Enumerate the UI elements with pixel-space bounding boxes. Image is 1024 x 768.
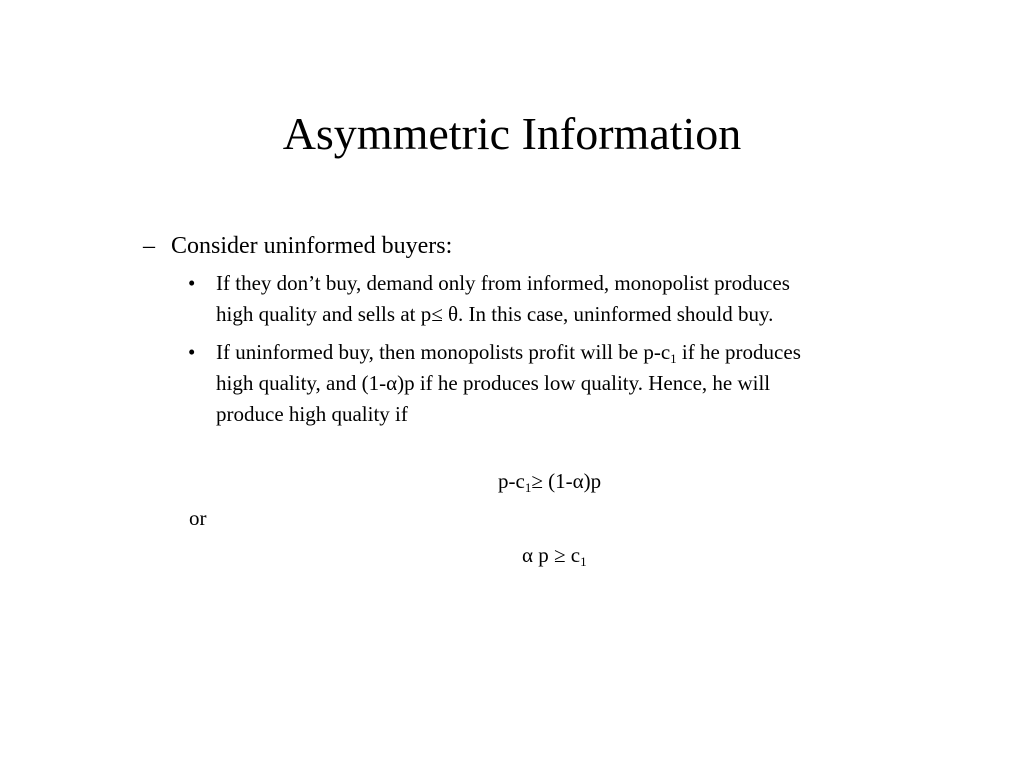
dash-marker: –	[143, 233, 155, 259]
bullet-2-line-1-post: if he produces	[676, 340, 801, 364]
subscript: 1	[670, 351, 677, 366]
equation-2	[522, 540, 587, 571]
bullet-1-line-2: high quality and sells at p≤ θ. In this case, uninformed should buy.	[216, 302, 774, 326]
or-text: or	[189, 506, 207, 530]
equation-2-pre: α p ≥ c	[522, 543, 581, 567]
equation-1	[498, 466, 601, 497]
bullet-1-line-1: If they don’t buy, demand only from informed, monopolist produces	[216, 271, 790, 295]
subscript: 1	[580, 554, 587, 569]
bullet-text-2	[216, 337, 946, 430]
bullet-2-line-3: produce high quality if	[216, 402, 408, 426]
bullet-marker: •	[188, 271, 196, 295]
bullet-2-line-2: high quality, and (1-α)p if he produces low quality. Hence, he will	[216, 371, 771, 395]
subscript: 1	[524, 480, 532, 495]
bullet-2-line-1	[216, 337, 946, 368]
bullet-text-1	[216, 268, 946, 330]
equation-1-pre: p-c	[498, 469, 525, 493]
bullet-2-line-1-pre: If uninformed buy, then monopolists profit will be p-c	[216, 340, 671, 364]
level1-text: Consider uninformed buyers:	[171, 233, 453, 259]
bullet-marker: •	[188, 340, 196, 364]
slide-title: Asymmetric Information	[282, 108, 742, 159]
equation-1-post: ≥ (1-α)p	[531, 469, 602, 493]
